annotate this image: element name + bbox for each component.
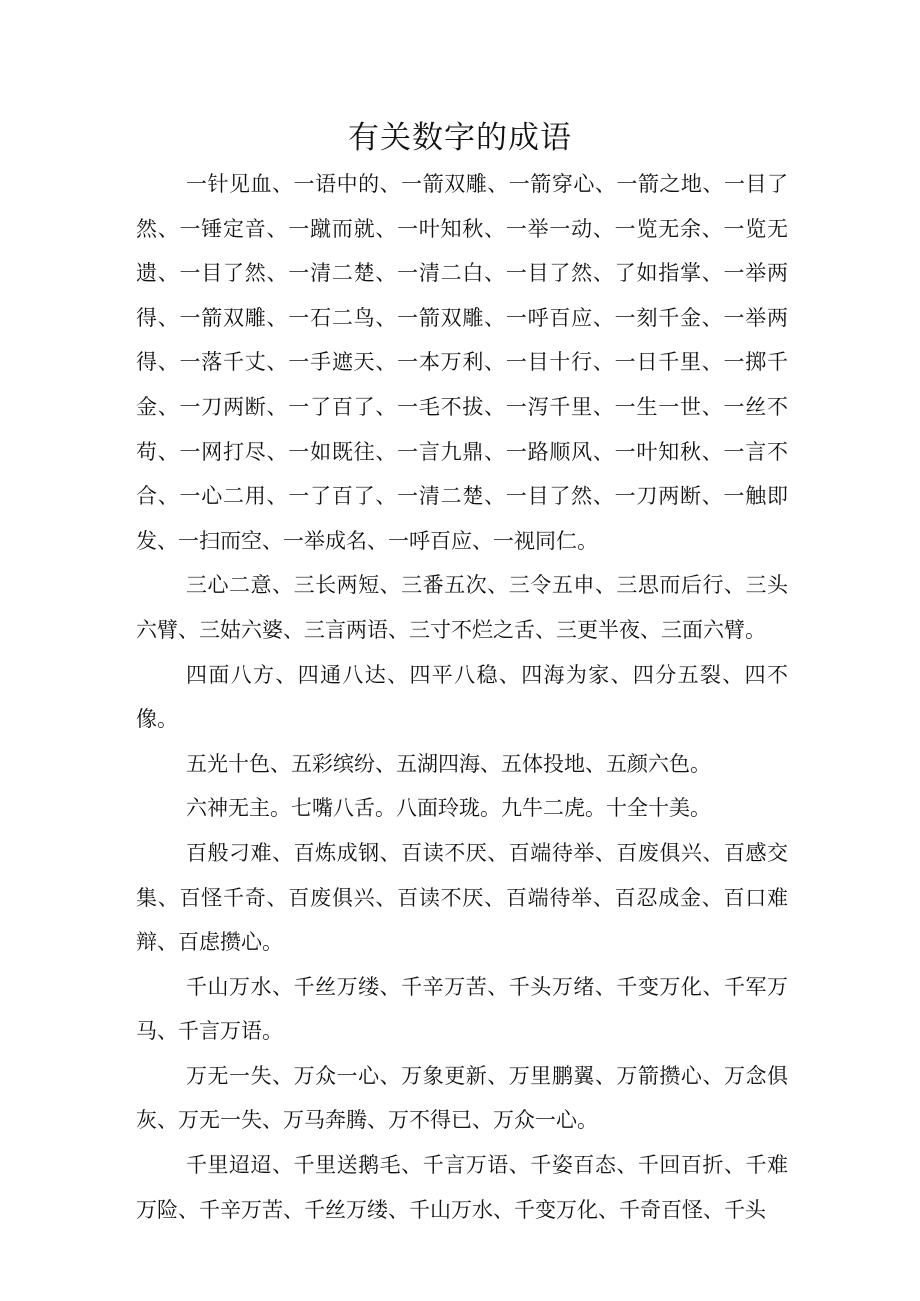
paragraph-bai: 百般刁难、百炼成钢、百读不厌、百端待举、百废俱兴、百感交集、百怪千奇、百废俱兴、百读不厌、百端待举、百忍成金、百口难辩、百虑攒心。 <box>136 840 788 955</box>
paragraph-liu-to-shi: 六神无主。七嘴八舌。八面玲珑。九牛二虎。十全十美。 <box>186 796 711 821</box>
paragraph-wan: 万无一失、万众一心、万象更新、万里鹏翼、万箭攒心、万念俱灰、万无一失、万马奔腾、万不得已、万众一心。 <box>136 1063 788 1133</box>
document-title: 有关数字的成语 <box>348 120 572 156</box>
paragraph-yi: 一针见血、一语中的、一箭双雕、一箭穿心、一箭之地、一目了然、一锤定音、一蹴而就、一叶知秋、一举一动、一览无余、一览无遗、一目了然、一清二楚、一清二白、一目了然、了如指掌、一举两得、一箭双雕、一石二鸟、一箭双雕、一呼百应、一刻千金、一举两得、一落千丈、一手遮天、一本万利、一目十行、一日千里、一掷千金、一刀两断、一了百了、一毛不拔、一泻千里、一生一世、一丝不苟、一网打尽、一如既往、一言九鼎、一路顺风、一叶知秋、一言不合、一心二用、一了百了、一清二楚、一目了然、一刀两断、一触即发、一扫而空、一举成名、一呼百应、一视同仁。 <box>136 172 788 553</box>
paragraph-san: 三心二意、三长两短、三番五次、三令五申、三思而后行、三头六臂、三姑六婆、三言两语、三寸不烂之舌、三更半夜、三面六臂。 <box>136 573 788 642</box>
paragraph-wu: 五光十色、五彩缤纷、五湖四海、五体投地、五颜六色。 <box>186 751 711 776</box>
paragraph-qian-2: 千里迢迢、千里送鹅毛、千言万语、千姿百态、千回百折、千难万险、千辛万苦、千丝万缕、千山万水、千变万化、千奇百怪、千头 <box>136 1153 788 1222</box>
paragraph-si: 四面八方、四通八达、四平八稳、四海为家、四分五裂、四不像。 <box>136 662 788 732</box>
document-body <box>136 162 788 1232</box>
paragraph-qian-1: 千山万水、千丝万缕、千辛万苦、千头万绪、千变万化、千军万马、千言万语。 <box>136 974 788 1044</box>
